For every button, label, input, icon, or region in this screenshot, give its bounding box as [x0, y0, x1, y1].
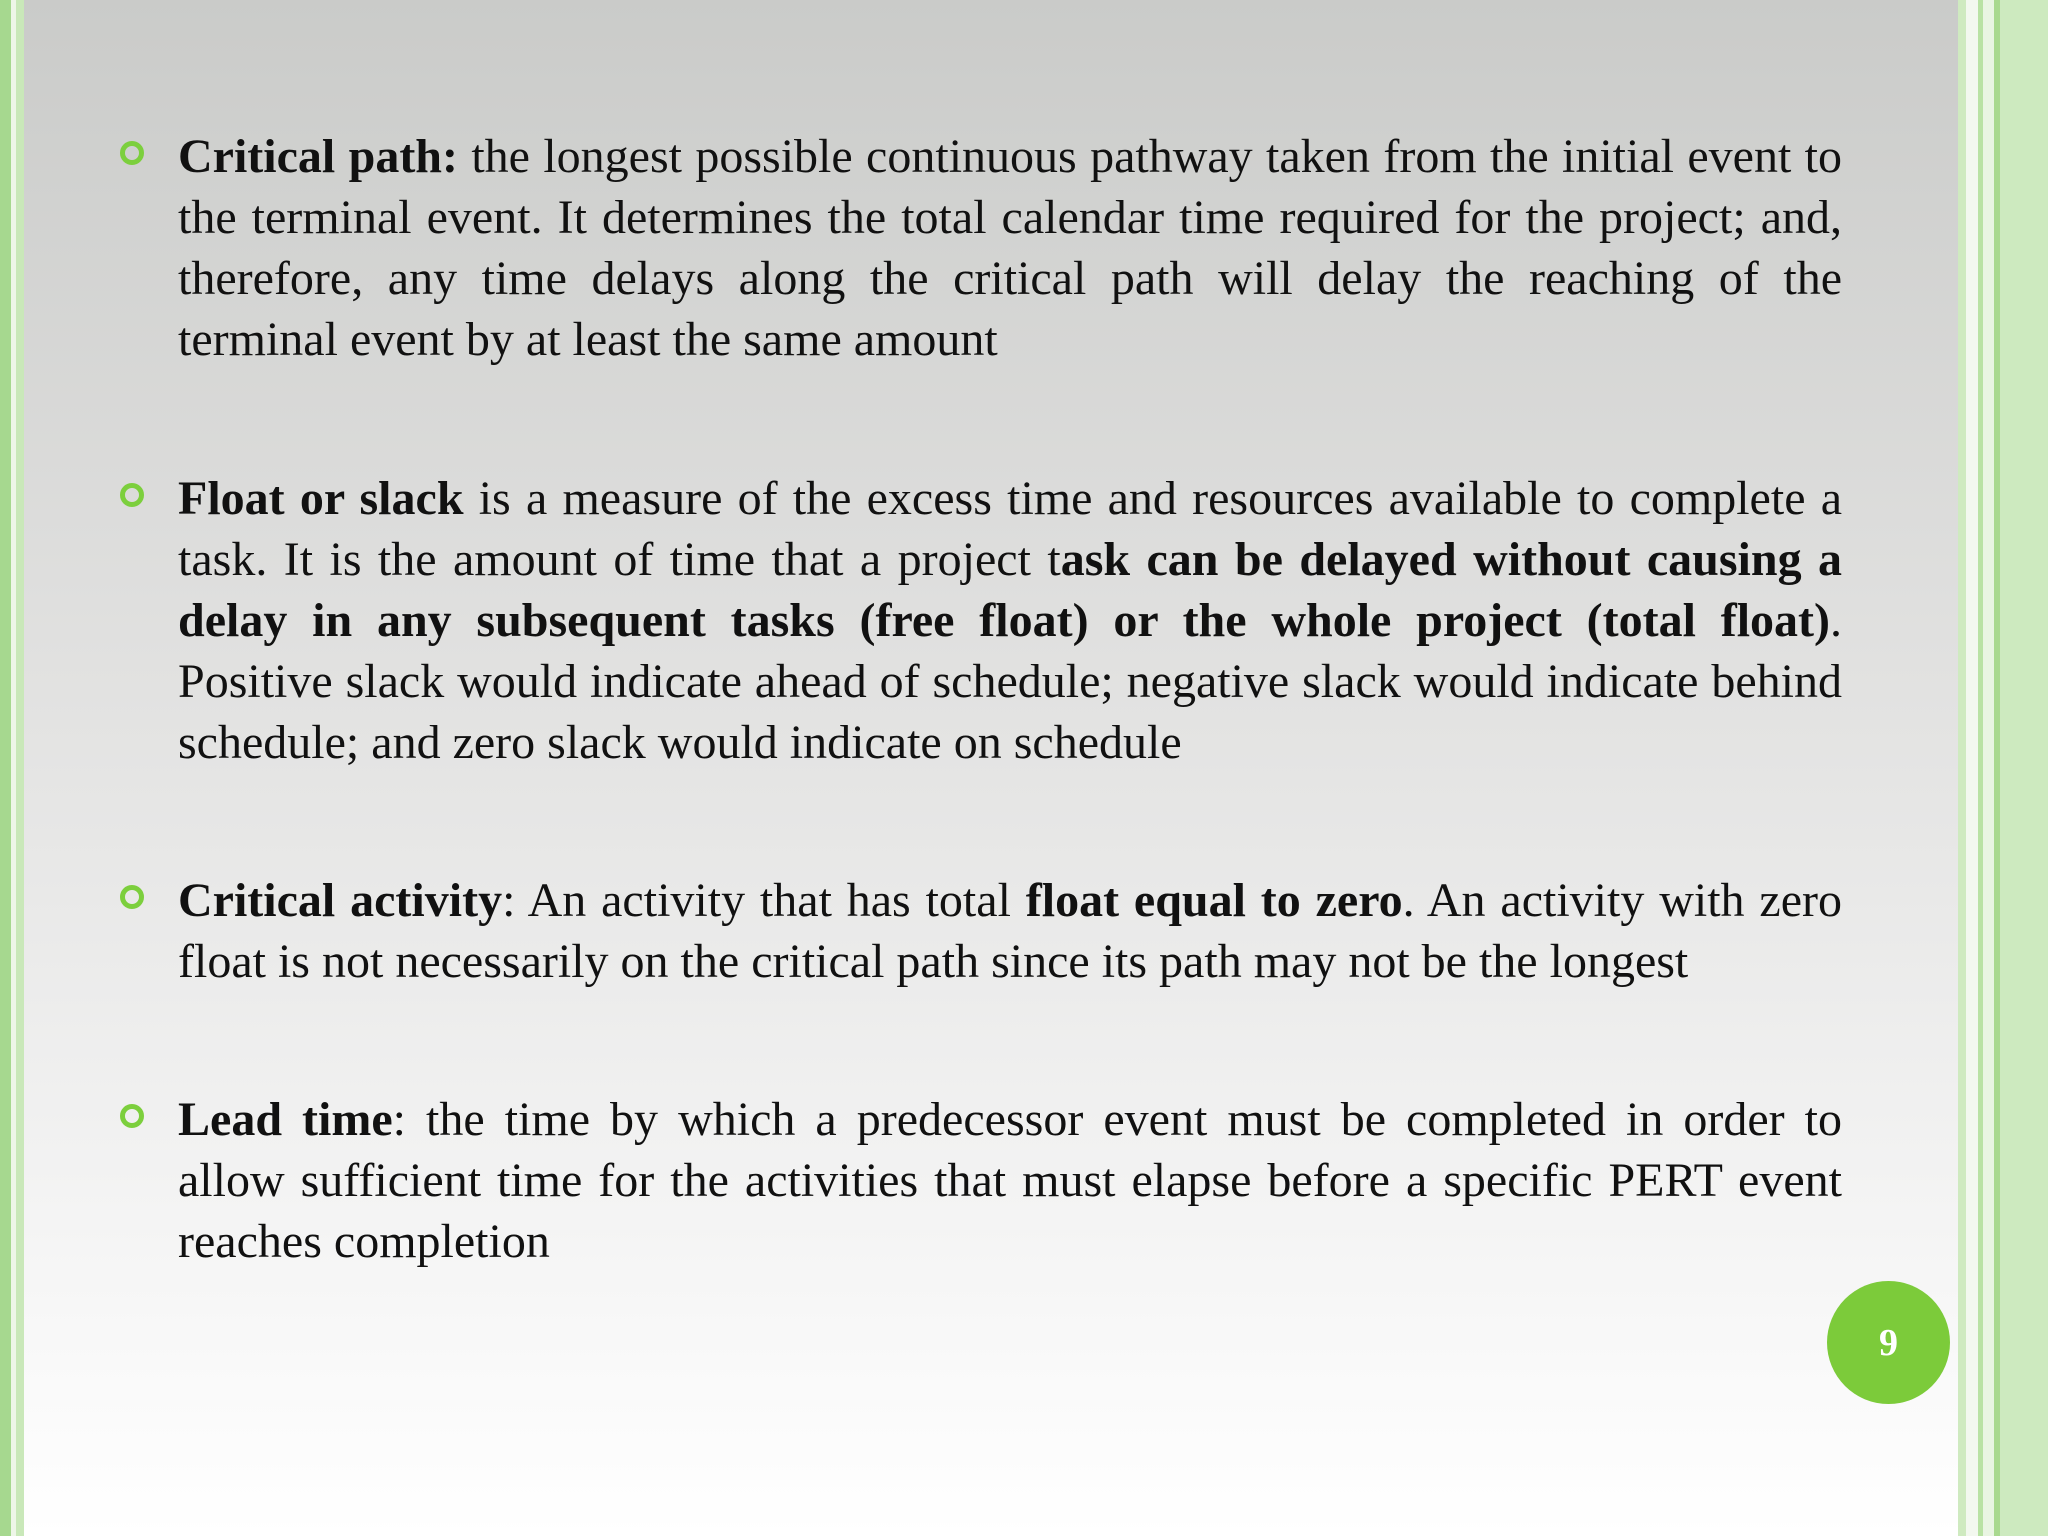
bullet-term: Critical activity [178, 874, 503, 927]
bullet-body: the longest possible continuous pathway taken from the initial event to the terminal event. It determines the total calendar time required for the project; and, therefore, any time delays along the critical path will delay the reaching of the terminal event by at least the same amount [178, 130, 1842, 366]
bullet-critical-path [116, 126, 1842, 370]
left-border-stripe [16, 0, 24, 1536]
bullet-body: is a measure of the excess time and resources available to complete a task. It is the amount of time that a project t [178, 472, 1843, 586]
right-border-stripe [1983, 0, 1994, 1536]
slide-content [116, 126, 1842, 1272]
bullet-lead-time [116, 1089, 1842, 1272]
bullet-float-or-slack [116, 468, 1842, 773]
bullet-term: Critical path: [178, 130, 458, 183]
bullet-term: Float or slack [178, 472, 464, 525]
bullet-term: Lead time [178, 1093, 393, 1146]
bullet-text [178, 870, 1842, 992]
page-number-badge: 9 [1827, 1281, 1950, 1404]
bullet-body: . Positive slack would indicate ahead of schedule; negative slack would indicate behind schedule; and zero slack would indicate on schedule [178, 594, 1842, 769]
bullet-emphasis: float equal to zero [1025, 874, 1403, 927]
bullet-text [178, 468, 1842, 773]
ring-bullet-icon [120, 885, 144, 909]
ring-bullet-icon [120, 141, 144, 165]
bullet-body: . An activity with zero float is not necessarily on the critical path since its path may not be the longest [178, 874, 1842, 988]
ring-bullet-icon [120, 1104, 144, 1128]
left-border-stripe [0, 0, 11, 1536]
bullet-text [178, 126, 1842, 370]
bullet-critical-activity [116, 870, 1842, 992]
bullet-body: : An activity that has total [502, 874, 1026, 927]
right-border-stripe [1966, 0, 1978, 1536]
ring-bullet-icon [120, 483, 144, 507]
right-border-stripe [2000, 0, 2048, 1536]
bullet-text [178, 1089, 1842, 1272]
bullet-body: : the time by which a predecessor event must be completed in order to allow sufficient time for the activities that must elapse before a specific PERT event reaches completion [178, 1093, 1843, 1268]
right-border-stripe [1958, 0, 1966, 1536]
bullet-emphasis: ask can be delayed without causing a delay in any subsequent tasks (free float) or the whole project (total float) [178, 533, 1843, 647]
